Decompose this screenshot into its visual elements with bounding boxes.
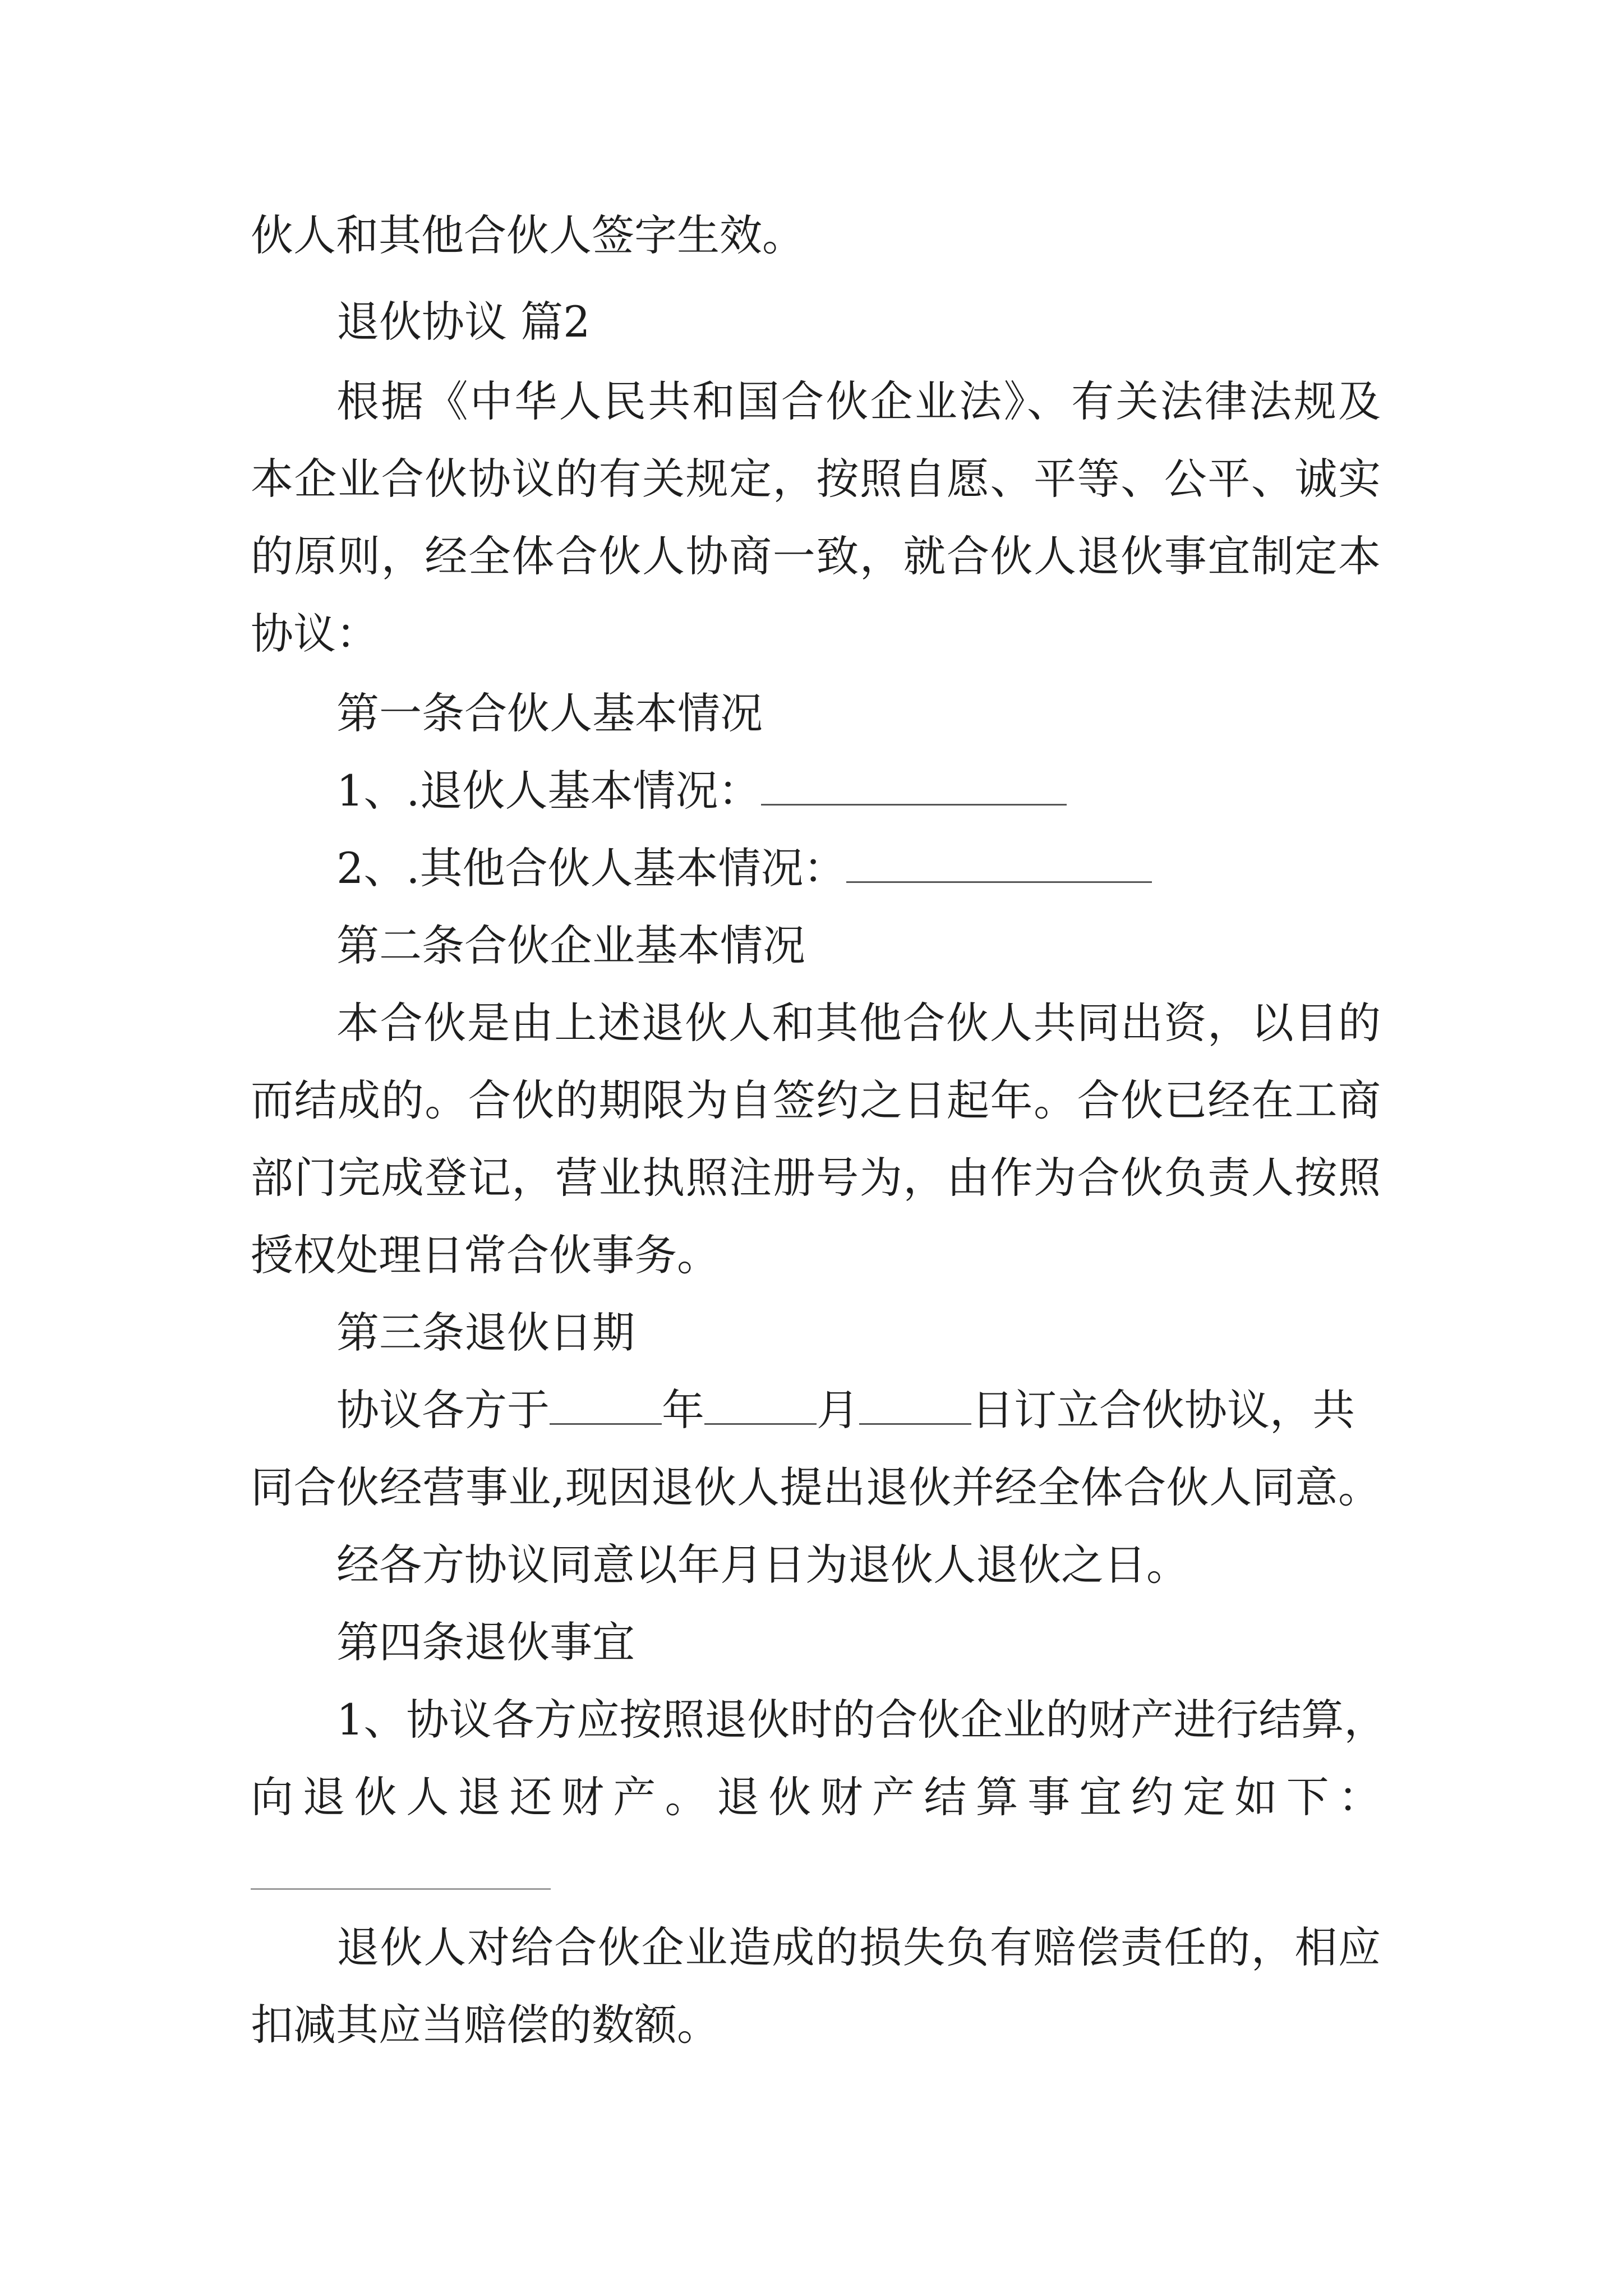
fill-in-line bbox=[336, 840, 1152, 896]
blank-underline bbox=[704, 1389, 817, 1425]
field-label: 协议各方于 bbox=[336, 1385, 550, 1435]
field-label: 日订立合伙协议，共 bbox=[971, 1385, 1355, 1435]
paragraph-line: 根据《中华人民共和国合伙企业法》、有关法律法规及 bbox=[336, 376, 1381, 426]
article-heading: 第一条合伙人基本情况 bbox=[336, 688, 763, 738]
paragraph-line: 同合伙经营事业,现因退伙人提出退伙并经全体合伙人同意。 bbox=[251, 1462, 1381, 1512]
blank-underline bbox=[859, 1389, 971, 1425]
paragraph-line: 部门完成登记，营业执照注册号为，由作为合伙负责人按照 bbox=[251, 1153, 1381, 1203]
paragraph-line: 退伙人对给合伙企业造成的损失负有赔偿责任的，相应 bbox=[336, 1922, 1381, 1972]
field-label: 2、.其他合伙人基本情况： bbox=[336, 843, 846, 893]
footnote-divider bbox=[251, 1888, 551, 1890]
fill-in-line bbox=[336, 763, 1067, 819]
field-label: 月 bbox=[817, 1385, 859, 1435]
blank-underline bbox=[761, 770, 1067, 806]
article-heading: 第四条退伙事宜 bbox=[336, 1617, 635, 1667]
article-heading: 第三条退伙日期 bbox=[336, 1308, 635, 1358]
article-heading: 第二条合伙企业基本情况 bbox=[336, 921, 805, 970]
paragraph-line: 而结成的。合伙的期限为自签约之日起年。合伙已经在工商 bbox=[251, 1075, 1381, 1125]
paragraph-line: 本企业合伙协议的有关规定，按照自愿、平等、公平、诚实 bbox=[251, 454, 1381, 504]
paragraph-line: 授权处理日常合伙事务。 bbox=[251, 1230, 720, 1280]
paragraph-line: 扣减其应当赔偿的数额。 bbox=[251, 2000, 720, 2050]
fill-in-line bbox=[336, 1382, 1355, 1438]
blank-underline bbox=[550, 1389, 662, 1425]
paragraph-line: 的原则，经全体合伙人协商一致，就合伙人退伙事宜制定本 bbox=[251, 531, 1381, 581]
section-title: 退伙协议 篇2 bbox=[336, 297, 591, 347]
field-label: 1、.退伙人基本情况： bbox=[336, 766, 761, 816]
paragraph-line: 本合伙是由上述退伙人和其他合伙人共同出资，以目的 bbox=[336, 998, 1381, 1048]
paragraph-line: 伙人和其他合伙人签字生效。 bbox=[251, 210, 805, 260]
paragraph-line: 1、协议各方应按照退伙时的合伙企业的财产进行结算， bbox=[336, 1695, 1387, 1745]
field-label: 年 bbox=[662, 1385, 704, 1435]
paragraph-line: 经各方协议同意以年月日为退伙人退伙之日。 bbox=[336, 1540, 1189, 1590]
paragraph-line: 向退伙人退还财产。退伙财产结算事宜约定如下： bbox=[251, 1772, 1381, 1822]
blank-underline bbox=[846, 848, 1152, 883]
paragraph-line: 协议： bbox=[251, 609, 379, 659]
